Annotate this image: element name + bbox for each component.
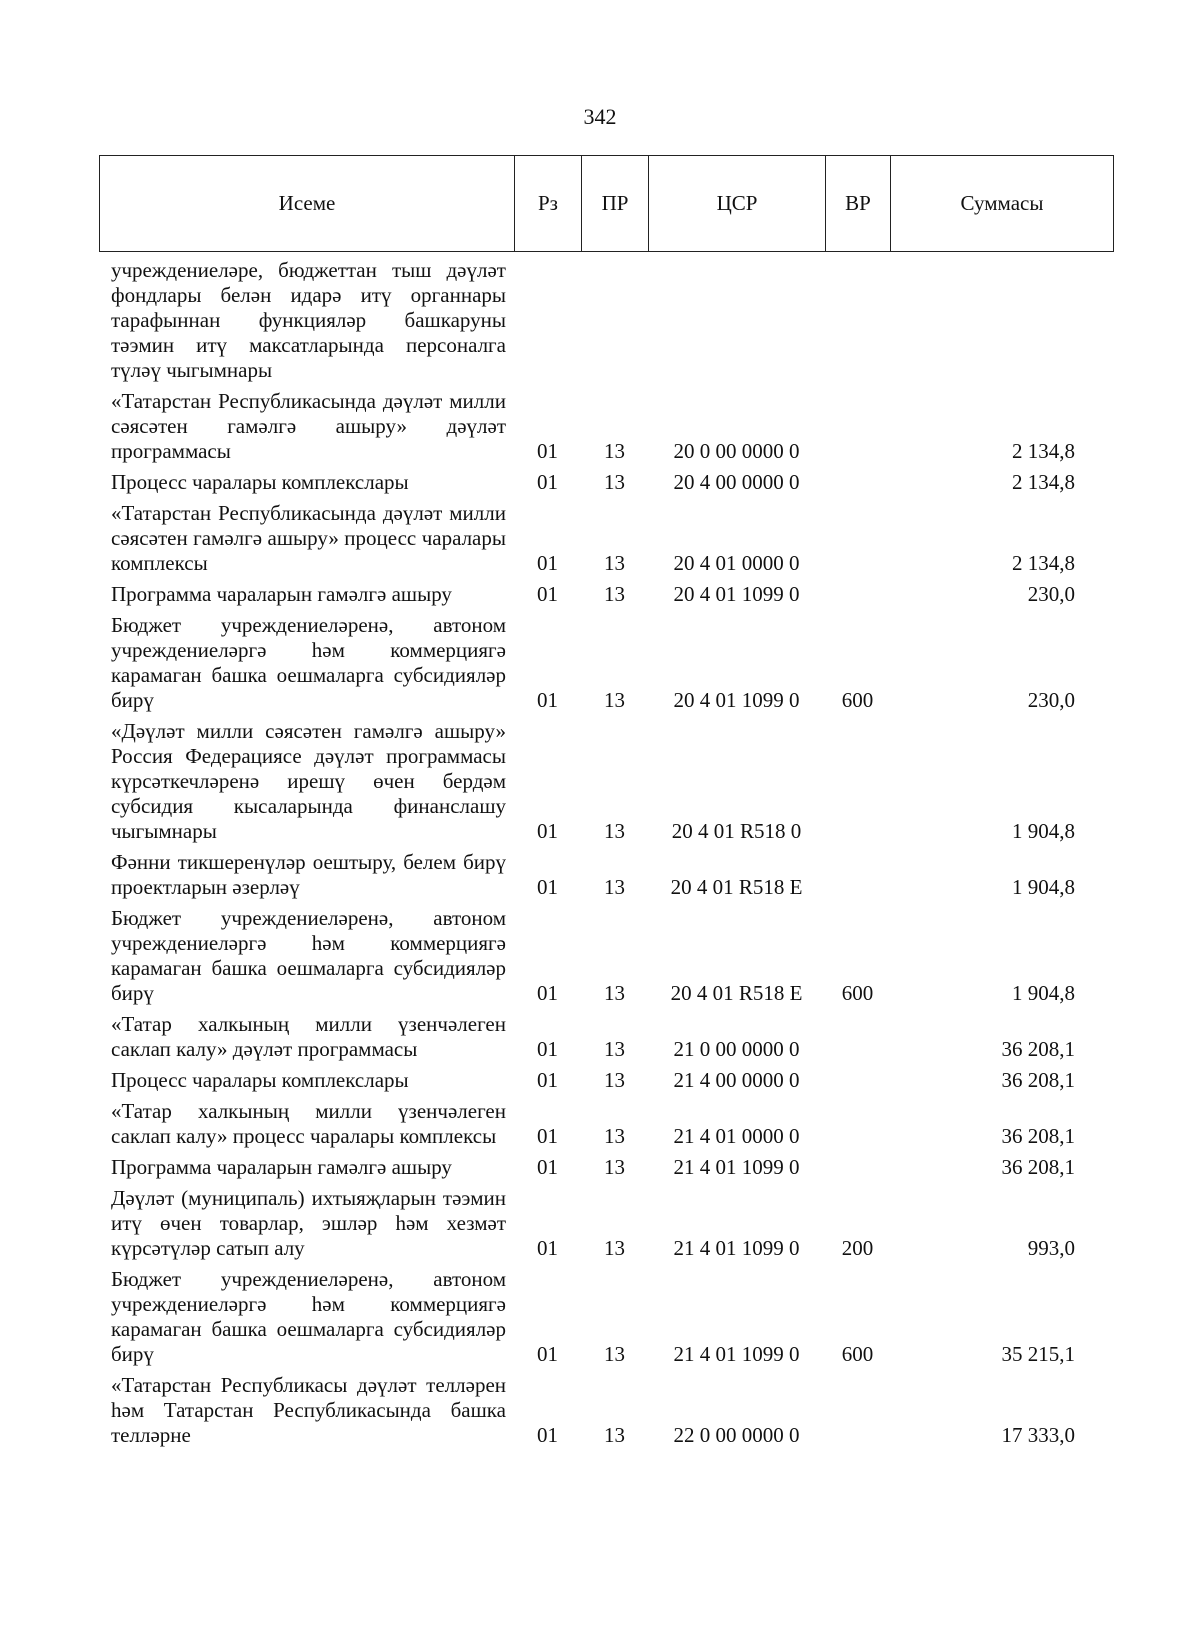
row-csr: 22 0 00 0000 0 <box>673 1423 800 1447</box>
row-csr: 21 4 01 1099 0 <box>673 1236 800 1260</box>
header-rz: Рз <box>515 156 582 252</box>
row-pr: 13 <box>604 981 625 1005</box>
row-sum: 17 333,0 <box>1001 1423 1075 1447</box>
row-sum: 1 904,8 <box>1012 819 1075 843</box>
row-rz: 01 <box>537 1342 558 1366</box>
row-pr: 13 <box>604 1124 625 1148</box>
row-pr: 13 <box>604 688 625 712</box>
row-sum: 230,0 <box>1027 688 1075 712</box>
row-vr <box>825 252 890 383</box>
row-name: Фәнни тикшеренүләр оештыру, белем бирү проектларын әзерләү <box>111 850 506 899</box>
row-sum: 35 215,1 <box>1001 1342 1075 1366</box>
table-row <box>99 1062 1113 1093</box>
row-sum: 36 208,1 <box>1001 1155 1075 1179</box>
row-csr: 20 0 00 0000 0 <box>673 439 800 463</box>
row-name: Бюджет учреждениеләренә, автоном учреждениеләргә һәм коммерциягә карамаган башка оешмаларга субсидияләр бирү <box>111 613 506 712</box>
row-csr: 20 4 01 R518 E <box>670 981 803 1005</box>
header-name: Исеме <box>100 156 515 252</box>
row-rz: 01 <box>537 439 558 463</box>
row-vr: 200 <box>841 1236 874 1260</box>
row-pr <box>581 252 648 383</box>
row-pr: 13 <box>604 439 625 463</box>
row-vr <box>825 1093 890 1149</box>
table-row <box>99 844 1113 900</box>
row-vr <box>825 713 890 844</box>
row-name: Дәүләт (муниципаль) ихтыяҗларын тәэмин итү өчен товарлар, эшләр һәм хезмәт күрсәтүләр сатып алу <box>111 1186 506 1260</box>
row-rz: 01 <box>537 1037 558 1061</box>
row-name: Программа чараларын гамәлгә ашыру <box>111 582 452 606</box>
table-row <box>99 1006 1113 1062</box>
row-csr: 20 4 01 R518 0 <box>671 819 802 843</box>
row-csr: 20 4 01 R518 E <box>670 875 803 899</box>
row-name: Бюджет учреждениеләренә, автоном учреждениеләргә һәм коммерциягә карамаган башка оешмаларга субсидияләр бирү <box>111 906 506 1005</box>
row-name: «Татарстан Республикасы дәүләт телләрен һәм Татарстан Республикасында башка телләрне <box>111 1373 506 1447</box>
row-name: Процесс чаралары комплекслары <box>111 470 409 494</box>
row-pr: 13 <box>604 819 625 843</box>
table-header <box>99 155 1114 252</box>
row-name: «Дәүләт милли сәясәтен гамәлгә ашыру» Россия Федерациясе дәүләт программасы күрсәткечләренә ирешү өчен бердәм субсидия кысаларында финанслашу чыгымнары <box>111 719 506 843</box>
row-pr: 13 <box>604 1068 625 1092</box>
row-csr: 21 4 01 1099 0 <box>673 1342 800 1366</box>
row-sum: 1 904,8 <box>1012 981 1075 1005</box>
row-rz: 01 <box>537 875 558 899</box>
row-vr <box>825 464 890 495</box>
row-rz: 01 <box>537 582 558 606</box>
row-csr: 21 4 01 1099 0 <box>673 1155 800 1179</box>
row-pr: 13 <box>604 551 625 575</box>
header-sum: Суммасы <box>891 156 1114 252</box>
row-sum: 2 134,8 <box>1012 439 1075 463</box>
row-vr <box>825 1062 890 1093</box>
row-vr <box>825 1149 890 1180</box>
row-pr: 13 <box>604 1423 625 1447</box>
row-csr: 21 4 00 0000 0 <box>673 1068 800 1092</box>
page-number: 342 <box>583 104 617 129</box>
table-row <box>99 383 1113 464</box>
row-rz: 01 <box>537 1236 558 1260</box>
row-csr <box>648 252 825 383</box>
row-rz: 01 <box>537 1124 558 1148</box>
row-rz: 01 <box>537 819 558 843</box>
row-rz: 01 <box>537 688 558 712</box>
row-sum <box>890 252 1113 383</box>
row-rz: 01 <box>537 470 558 494</box>
row-name: «Татарстан Республикасында дәүләт милли сәясәтен гамәлгә ашыру» процесс чаралары комплексы <box>111 501 506 575</box>
row-sum: 36 208,1 <box>1001 1124 1075 1148</box>
row-sum: 36 208,1 <box>1001 1037 1075 1061</box>
row-csr: 21 0 00 0000 0 <box>673 1037 800 1061</box>
table-row <box>99 1261 1113 1367</box>
row-pr: 13 <box>604 1037 625 1061</box>
row-csr: 20 4 00 0000 0 <box>673 470 800 494</box>
table-row <box>99 495 1113 576</box>
table-row <box>99 576 1113 607</box>
row-rz: 01 <box>537 1068 558 1092</box>
table-row <box>99 900 1113 1006</box>
row-csr: 20 4 01 1099 0 <box>673 688 800 712</box>
table-body <box>99 252 1113 1448</box>
row-rz: 01 <box>537 1155 558 1179</box>
header-pr: ПР <box>582 156 649 252</box>
row-pr: 13 <box>604 1236 625 1260</box>
row-name: «Татар халкының милли үзенчәлеген саклап калу» процесс чаралары комплексы <box>111 1099 506 1148</box>
row-vr <box>825 383 890 464</box>
row-pr: 13 <box>604 470 625 494</box>
table-row <box>99 1180 1113 1261</box>
row-rz <box>514 252 581 383</box>
row-vr <box>825 576 890 607</box>
row-csr: 21 4 01 0000 0 <box>673 1124 800 1148</box>
header-csr: ЦСР <box>649 156 826 252</box>
table-row <box>99 1149 1113 1180</box>
table-row <box>99 252 1113 383</box>
row-vr: 600 <box>841 688 874 712</box>
row-csr: 20 4 01 1099 0 <box>673 582 800 606</box>
table-row <box>99 1093 1113 1149</box>
row-vr <box>825 495 890 576</box>
budget-table <box>99 252 1113 1448</box>
row-rz: 01 <box>537 1423 558 1447</box>
row-pr: 13 <box>604 1342 625 1366</box>
row-sum: 230,0 <box>1027 582 1075 606</box>
row-sum: 36 208,1 <box>1001 1068 1075 1092</box>
row-vr <box>825 1006 890 1062</box>
row-name: учреждениеләре, бюджеттан тыш дәүләт фондлары белән идарә итү органнары тарафыннан функцияләр башкаруны тәэмин итү максатларында персоналга түләү чыгымнары <box>111 258 506 382</box>
row-name: Программа чараларын гамәлгә ашыру <box>111 1155 452 1179</box>
row-rz: 01 <box>537 551 558 575</box>
row-sum: 1 904,8 <box>1012 875 1075 899</box>
row-vr <box>825 1367 890 1448</box>
row-name: «Татар халкының милли үзенчәлеген саклап калу» дәүләт программасы <box>111 1012 506 1061</box>
row-name: Бюджет учреждениеләренә, автоном учреждениеләргә һәм коммерциягә карамаган башка оешмаларга субсидияләр бирү <box>111 1267 506 1366</box>
table-row <box>99 607 1113 713</box>
row-name: Процесс чаралары комплекслары <box>111 1068 409 1092</box>
header-vr: ВР <box>826 156 891 252</box>
table-row <box>99 464 1113 495</box>
table-row <box>99 1367 1113 1448</box>
row-csr: 20 4 01 0000 0 <box>673 551 800 575</box>
row-sum: 2 134,8 <box>1012 470 1075 494</box>
table-row <box>99 713 1113 844</box>
row-vr <box>825 844 890 900</box>
row-pr: 13 <box>604 875 625 899</box>
row-sum: 2 134,8 <box>1012 551 1075 575</box>
row-sum: 993,0 <box>1027 1236 1075 1260</box>
row-vr: 600 <box>841 1342 874 1366</box>
row-rz: 01 <box>537 981 558 1005</box>
row-pr: 13 <box>604 582 625 606</box>
row-pr: 13 <box>604 1155 625 1179</box>
row-vr: 600 <box>841 981 874 1005</box>
row-name: «Татарстан Республикасында дәүләт милли сәясәтен гамәлгә ашыру» дәүләт программасы <box>111 389 506 463</box>
